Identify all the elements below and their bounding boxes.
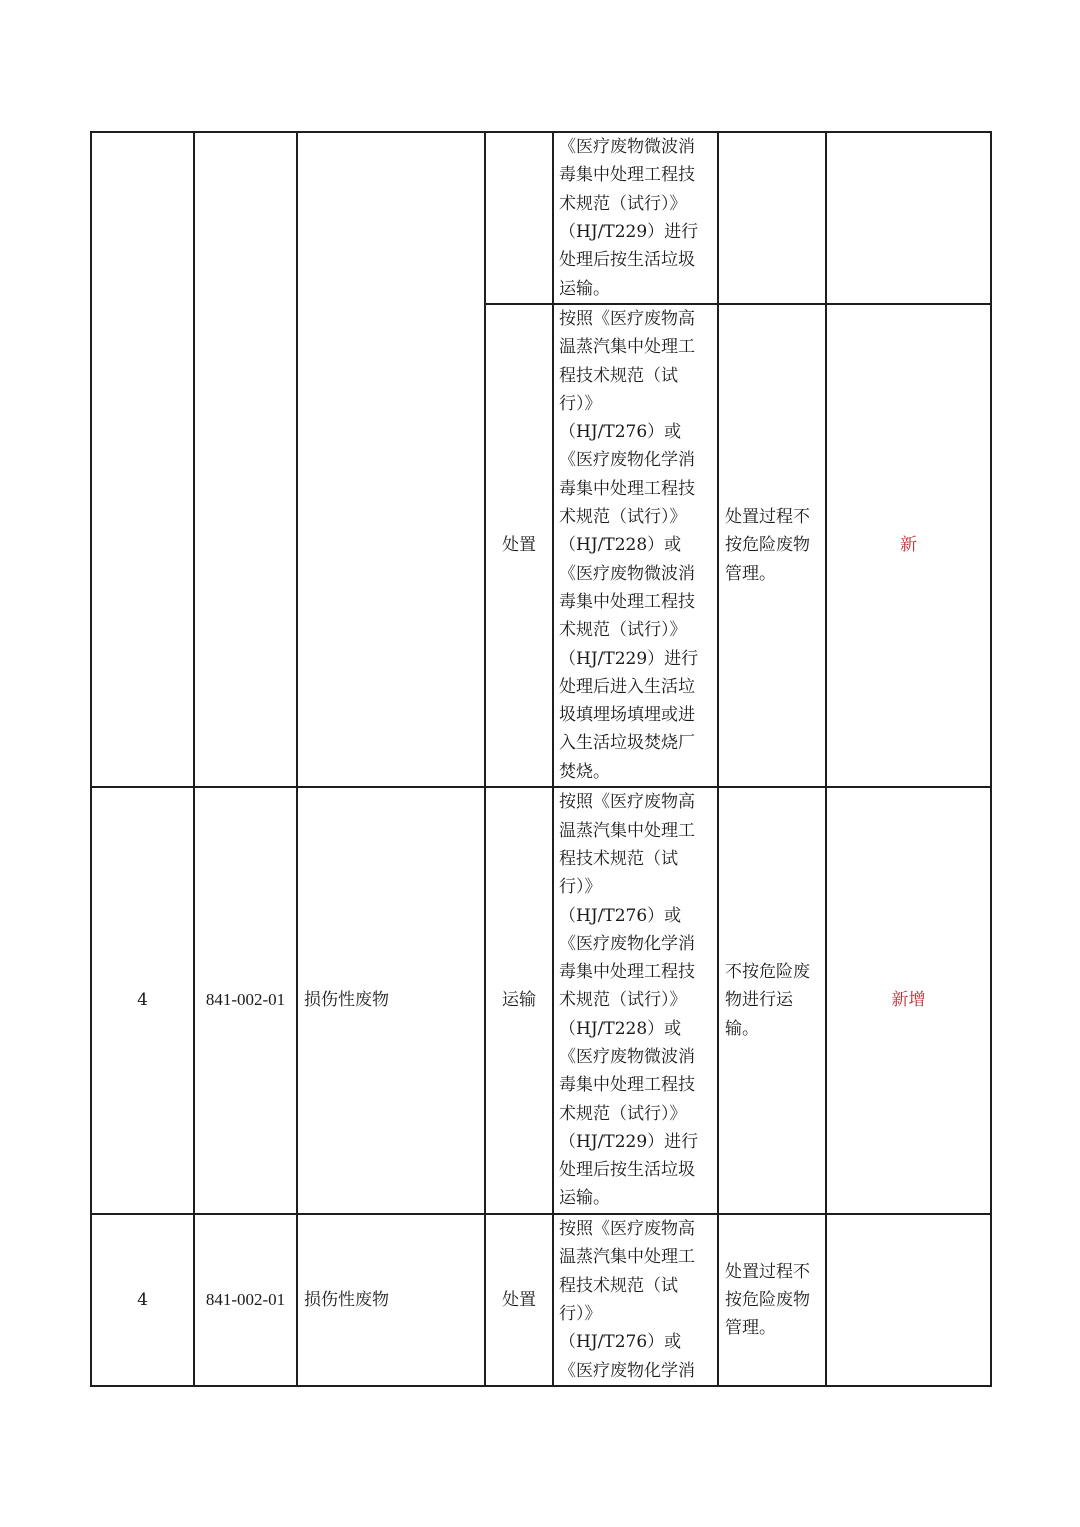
condition-text-line: 温蒸汽集中处理工 [559,1247,695,1268]
condition-text-line: 按照《医疗废物高 [559,792,695,813]
exemption-condition-cell [553,304,718,787]
condition-text-line: 毒集中处理工程技 [559,478,695,499]
condition-text-line: 温蒸汽集中处理工 [559,337,695,358]
condition-text-line: 程技术规范（试 [559,1275,678,1296]
waste-exemption-table [90,131,992,1387]
condition-text-line: 运输。 [559,278,610,299]
table-row [91,1214,991,1386]
condition-text-line: （HJ/T229）进行 [559,1131,699,1152]
content-text-line: 按危险废物 [725,535,810,556]
condition-text-line: 术规范（试行）》 [559,620,687,641]
condition-text-line: （HJ/T229）进行 [559,648,699,669]
condition-text-line: 行）》 [559,877,602,898]
exemption-content-cell [718,304,826,787]
condition-text-line: 程技术规范（试 [559,848,678,869]
waste-name-cell: 损伤性废物 [297,1214,485,1386]
waste-code-cell: 841-002-01 [194,787,297,1214]
condition-text-line: 处理后按生活垃圾 [559,250,695,271]
condition-text-line: 焚烧。 [559,761,610,782]
waste-code-cell: 841-002-01 [194,1214,297,1386]
condition-text-line: （HJ/T276）或 [559,905,682,926]
condition-text-line: （HJ/T228）或 [559,1018,682,1039]
exemption-condition-cell [553,787,718,1214]
condition-text-line: 按照《医疗废物高 [559,1219,695,1240]
condition-text-line: 毒集中处理工程技 [559,165,695,186]
condition-text-line: （HJ/T276）或 [559,422,682,443]
content-text-line: 按危险废物 [725,1289,810,1310]
waste-name-cell [297,132,485,787]
exemption-content-cell [718,787,826,1214]
condition-text-line: 行）》 [559,1304,602,1325]
stage-cell: 处置 [485,1214,553,1386]
condition-text-line: 《医疗废物化学消 [559,933,695,954]
condition-text-line: 行）》 [559,393,602,414]
content-text-line: 处置过程不 [725,1261,810,1282]
status-cell [826,132,991,304]
content-text-line: 处置过程不 [725,507,810,528]
condition-text-line: 毒集中处理工程技 [559,591,695,612]
stage-cell [485,132,553,304]
status-cell: 新 [826,304,991,787]
row-number-cell: 4 [91,1214,194,1386]
condition-text-line: 运输。 [559,1188,610,1209]
condition-text-line: （HJ/T228）或 [559,535,682,556]
content-text-line: 不按危险废 [725,962,810,983]
table-row [91,132,991,304]
content-text-line: 管理。 [725,563,776,584]
status-cell [826,1214,991,1386]
condition-text-line: 《医疗废物微波消 [559,563,695,584]
condition-text-line: 圾填埋场填埋或进 [559,705,695,726]
condition-text-line: 术规范（试行）》 [559,193,687,214]
condition-text-line: 毒集中处理工程技 [559,1075,695,1096]
table-row [91,787,991,1214]
condition-text-line: 温蒸汽集中处理工 [559,820,695,841]
stage-cell: 处置 [485,304,553,787]
status-cell: 新增 [826,787,991,1214]
condition-text-line: 《医疗废物微波消 [559,137,695,158]
condition-text-line: （HJ/T229）进行 [559,222,699,242]
exemption-content-cell [718,132,826,304]
content-text-line: 管理。 [725,1318,776,1339]
waste-code-cell [194,132,297,787]
exemption-condition-cell [553,1214,718,1386]
condition-text-line: 术规范（试行）》 [559,507,687,528]
exemption-content-cell [718,1214,826,1386]
waste-name-cell: 损伤性废物 [297,787,485,1214]
condition-text-line: 毒集中处理工程技 [559,962,695,983]
condition-text-line: 《医疗废物微波消 [559,1046,695,1067]
condition-text-line: （HJ/T276）或 [559,1332,682,1353]
condition-text-line: 《医疗废物化学消 [559,450,695,471]
condition-text-line: 术规范（试行）》 [559,1103,687,1124]
condition-text-line: 程技术规范（试 [559,365,678,386]
condition-text-line: 入生活垃圾焚烧厂 [559,733,695,754]
condition-text-line: 《医疗废物化学消 [559,1360,695,1381]
exemption-condition-cell [553,132,718,304]
condition-text-line: 处理后进入生活垃 [559,676,695,697]
condition-text-line: 按照《医疗废物高 [559,309,695,329]
row-number-cell [91,132,194,787]
row-number-cell: 4 [91,787,194,1214]
condition-text-line: 处理后按生活垃圾 [559,1160,695,1181]
content-text-line: 输。 [725,1018,759,1039]
content-text-line: 物进行运 [725,990,793,1011]
condition-text-line: 术规范（试行）》 [559,990,687,1011]
stage-cell: 运输 [485,787,553,1214]
